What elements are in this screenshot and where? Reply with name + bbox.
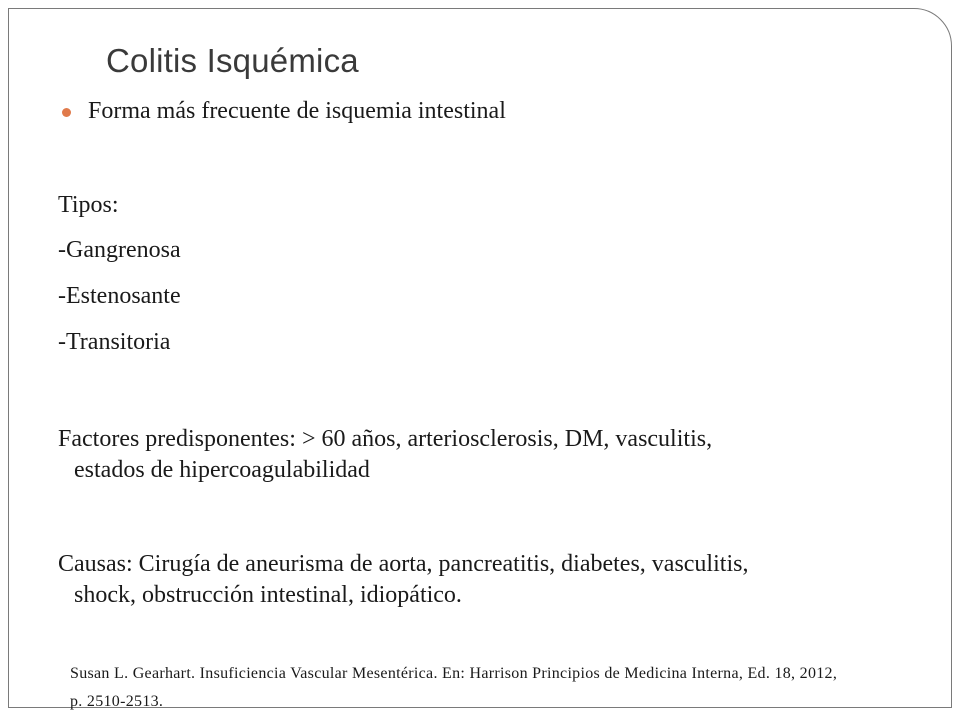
- factores-line-2: estados de hipercoagulabilidad: [74, 457, 370, 483]
- tipo-item: -Estenosante: [58, 283, 181, 309]
- tipo-item: -Gangrenosa: [58, 237, 181, 263]
- factores-paragraph: [58, 424, 938, 486]
- tipos-heading: Tipos:: [58, 192, 119, 218]
- factores-line-1: Factores predisponentes: > 60 años, arteriosclerosis, DM, vasculitis,: [58, 426, 713, 452]
- reference-line-2: p. 2510-2513.: [70, 693, 164, 710]
- reference-line-1: Susan L. Gearhart. Insuficiencia Vascular Mesentérica. En: Harrison Principios de Medicina Interna, Ed. 18, 2012,: [70, 665, 838, 682]
- slide-title: Colitis Isquémica: [106, 42, 359, 79]
- bullet-dot-icon: [62, 108, 71, 117]
- causas-line-2: shock, obstrucción intestinal, idiopático.: [74, 582, 462, 608]
- causas-line-1: Causas: Cirugía de aneurisma de aorta, pancreatitis, diabetes, vasculitis,: [58, 551, 749, 577]
- causas-paragraph: [58, 549, 938, 611]
- bullet-text: Forma más frecuente de isquemia intestinal: [88, 98, 506, 124]
- tipo-item: -Transitoria: [58, 329, 171, 355]
- reference: [70, 660, 950, 716]
